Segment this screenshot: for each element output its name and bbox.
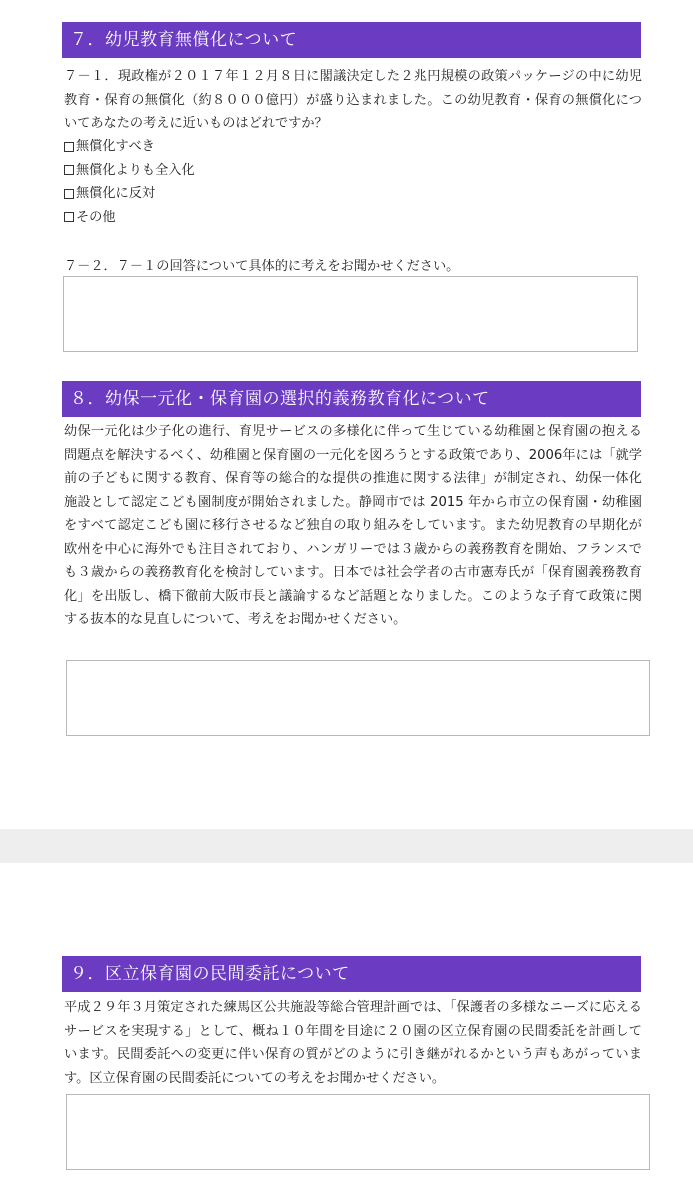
question-7-1: ７－１．現政権が２０１７年１２月８日に閣議決定した２兆円規模の政策パッケージの中に幼児教育・保育の無償化（約８０００億円）が盛り込まれました。この幼児教育・保育の無償化についてあなたの考えに近いものはどれですか？ [64, 69, 642, 131]
option-row[interactable] [64, 135, 195, 159]
option-row[interactable] [64, 206, 195, 230]
option-list [64, 135, 195, 229]
option-label: 無償化に反対 [76, 186, 156, 201]
section-7-header: ７．幼児教育無償化について [62, 22, 641, 58]
section-8-body: 幼保一元化は少子化の進行、育児サービスの多様化に伴って生じている幼稚園と保育園の抱える問題点を解決するべく、幼稚園と保育園の一元化を図ろうとする政策であり、2006年には「就学前の子どもに関する教育、保育等の総合的な提供の推進に関する法律」が制定され、幼保一体化施設として認定こども園制度が開始されました。静岡市では 2015 年から市立の保育園・幼稚園をすべて認定こども園に移行させるなど独自の取り組みをしています。また幼児教育の早期化が欧州を中心に海外でも注目されており、ハンガリーでは３歳からの義務教育を開始、フランスでも３歳からの義務教育化を検討しています。日本では社会学者の古市憲寿氏が「保育園義務教育化」を出版し、橋下徹前大阪市長と議論するなど話題となりました。このような子育て政策に関する抜本的な見直しについて、考えをお聞かせください。 [64, 424, 642, 627]
option-row[interactable] [64, 182, 195, 206]
answer-9-textarea[interactable] [66, 1094, 650, 1170]
section-8-header: ８．幼保一元化・保育園の選択的義務教育化について [62, 381, 641, 417]
option-label: 無償化すべき [76, 139, 155, 154]
checkbox[interactable] [64, 142, 74, 152]
section-9-header: ９．区立保育園の民間委託について [62, 956, 641, 992]
checkbox[interactable] [64, 189, 74, 199]
page-divider [0, 829, 693, 863]
checkbox[interactable] [64, 165, 74, 175]
answer-8-textarea[interactable] [66, 660, 650, 736]
option-row[interactable] [64, 159, 195, 183]
question-7-2: ７－２．７－１の回答について具体的に考えをお聞かせください。 [64, 259, 460, 274]
option-label: 無償化よりも全入化 [76, 162, 195, 178]
option-label: その他 [76, 209, 116, 225]
checkbox[interactable] [64, 212, 74, 222]
section-9-body: 平成２９年３月策定された練馬区公共施設等総合管理計画では、「保護者の多様なニーズに応えるサービスを実現する」として、概ね１０年間を目途に２０園の区立保育園の民間委託を計画しています。民間委託への変更に伴い保育の質がどのように引き継がれるかという声もあがっています。区立保育園の民間委託についての考えをお聞かせください。 [64, 1000, 642, 1086]
answer-7-2-textarea[interactable] [63, 276, 638, 352]
